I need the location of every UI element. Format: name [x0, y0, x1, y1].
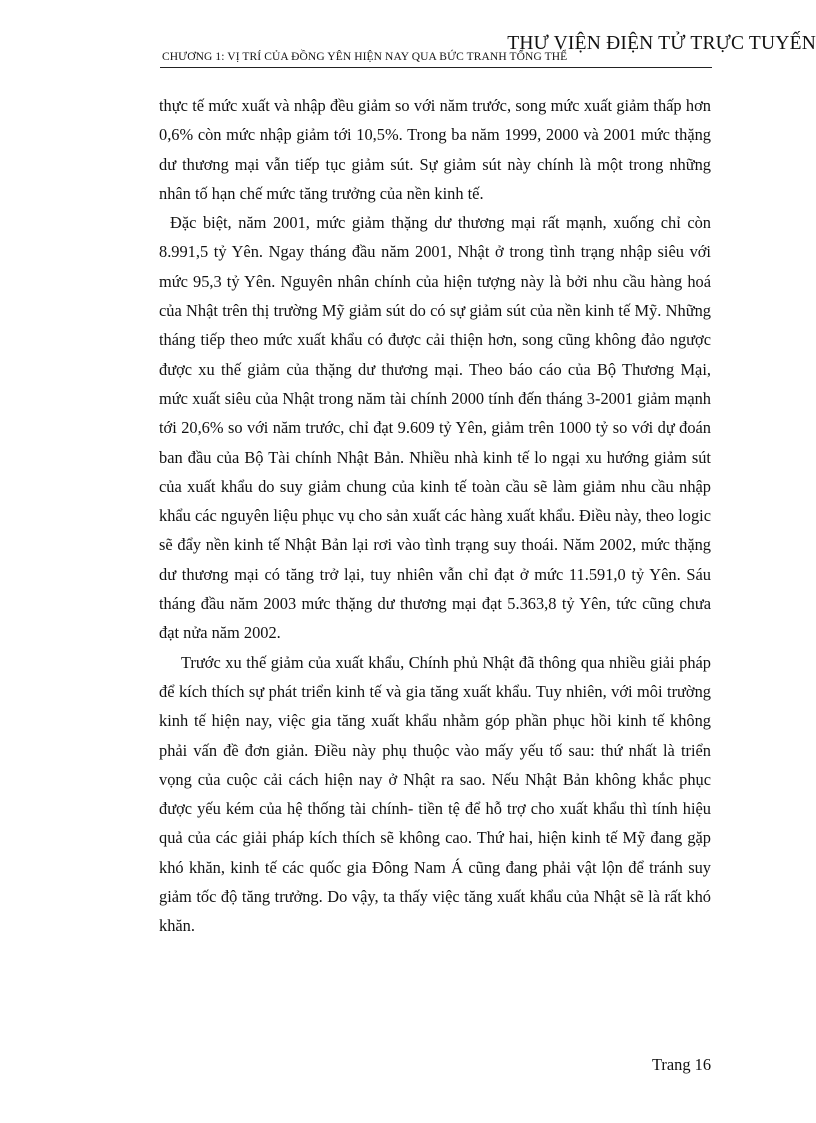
paragraph-2: Đặc biệt, năm 2001, mức giảm thặng dư thương mại rất mạnh, xuống chỉ còn 8.991,5 tỷ Yên. Ngay tháng đầu năm 2001, Nhật ở trong tình trạng nhập siêu với mức 95,3 tỷ Yên. Nguyên nhân chính của hiện tượng này là bởi nhu cầu hàng hoá của Nhật trên thị trường Mỹ giảm sút do có sự giảm sút của nền kinh tế Mỹ. Những tháng tiếp theo mức xuất khẩu có được cải thiện hơn, song cũng không đảo ngược được xu thế giảm của thặng dư thương mại. Theo báo cáo của Bộ Thương Mại, mức xuất siêu của Nhật trong năm tài chính 2000 tính đến tháng 3-2001 giảm mạnh tới 20,6% so với năm trước, chỉ đạt 9.609 tỷ Yên, giảm trên 1000 tỷ so với dự đoán ban đầu của Bộ Tài chính Nhật Bản. Nhiều nhà kinh tế lo ngại xu hướng giảm sút của xuất khẩu do suy giảm chung của kinh tế toàn cầu sẽ làm giảm nhu cầu nhập khẩu các nguyên liệu phục vụ cho sản xuất các hàng xuất khẩu. Điều này, theo logic sẽ đẩy nền kinh tế Nhật Bản lại rơi vào tình trạng suy thoái. Năm 2002, mức thặng dư thương mại có tăng trở lại, tuy nhiên vẫn chỉ đạt ở mức 11.591,0 tỷ Yên. Sáu tháng đầu năm 2003 mức thặng dư thương mại đạt 5.363,8 tỷ Yên, tức cũng chưa đạt nửa năm 2002. — [159, 213, 711, 643]
library-watermark: THƯ VIỆN ĐIỆN TỬ TRỰC TUYẾN — [507, 33, 816, 54]
paragraph-1: thực tế mức xuất và nhập đều giảm so với năm trước, song mức xuất giảm thấp hơn 0,6% còn mức nhập giảm tới 10,5%. Trong ba năm 1999, 2000 và 2001 mức thặng dư thương mại vẫn tiếp tục giảm sút. Sự giảm sút này chính là một trong những nhân tố hạn chế mức tăng trưởng của nền kinh tế. — [159, 96, 711, 203]
header-divider — [160, 67, 712, 68]
paragraph-3: Trước xu thế giảm của xuất khẩu, Chính phủ Nhật đã thông qua nhiều giải pháp để kích thích sự phát triển kinh tế và gia tăng xuất khẩu. Tuy nhiên, với môi trường kinh tế hiện nay, việc gia tăng xuất khẩu nhằm góp phần phục hồi kinh tế không phải vấn đề đơn giản. Điều này phụ thuộc vào mấy yếu tố sau: thứ nhất là triển vọng của cuộc cải cách hiện nay ở Nhật ra sao. Nếu Nhật Bản không khắc phục được yếu kém của hệ thống tài chính- tiền tệ để hỗ trợ cho xuất khẩu thì tính hiệu quả của các giải pháp kích thích sẽ không cao. Thứ hai, hiện kinh tế Mỹ đang gặp khó khăn, kinh tế các quốc gia Đông Nam Á cũng đang phải vật lộn để tránh suy giảm tốc độ tăng trưởng. Do vậy, ta thấy việc tăng xuất khẩu của Nhật sẽ là rất khó khăn. — [159, 652, 711, 936]
document-body — [159, 91, 711, 941]
chapter-header: CHƯƠNG 1: VỊ TRÍ CỦA ĐỒNG YÊN HIỆN NAY QUA BỨC TRANH TỔNG THỂ — [162, 51, 568, 63]
page-number: Trang 16 — [652, 1055, 712, 1074]
